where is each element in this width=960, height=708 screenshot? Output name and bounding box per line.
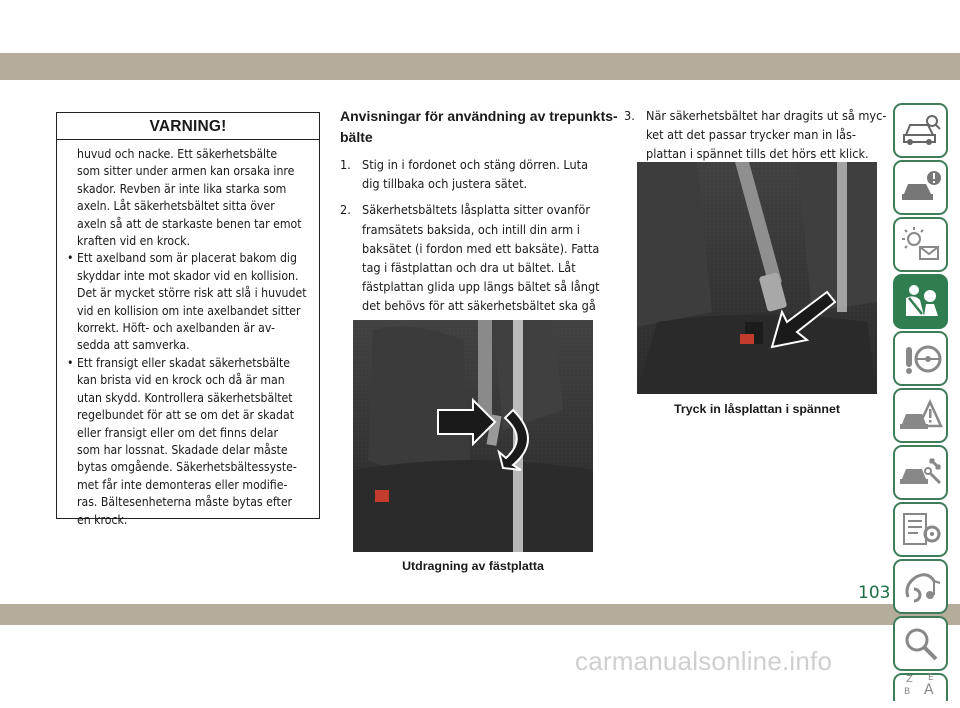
header-band [0, 53, 960, 80]
dashboard-warning-icon [900, 168, 942, 208]
step-number: 2. [340, 202, 351, 218]
watermark: carmanualsonline.info [575, 646, 833, 676]
nav-tab-safety[interactable] [893, 274, 948, 329]
warning-box [56, 112, 320, 527]
nav-tab-index[interactable] [893, 673, 948, 701]
photo-caption-insert: Tryck in låsplattan i spännet [674, 402, 840, 416]
start-drive-icon [900, 339, 942, 379]
bullet-icon: • [67, 251, 74, 266]
technical-spec-icon [900, 510, 942, 550]
warning-text-line: som sitter under armen kan orsaka inre [77, 164, 295, 179]
nav-tab-lights[interactable] [893, 217, 948, 272]
nav-tab-emergency[interactable] [893, 388, 948, 443]
step-number: 3. [624, 108, 635, 123]
warning-text-line: bytas omgående. Säkerhetsbältessyste- [77, 460, 297, 475]
service-maintenance-icon [900, 453, 942, 493]
light-message-icon [900, 225, 942, 265]
warning-text-line: met får inte demonteras eller modifie- [77, 477, 288, 492]
safety-occupant-icon [900, 282, 942, 322]
nav-tab-service[interactable] [893, 445, 948, 500]
multimedia-icon [900, 567, 942, 607]
warning-text-line: eller fransigt eller om det finns delar [77, 425, 279, 440]
emergency-icon [900, 396, 942, 436]
instructions-column [340, 106, 618, 335]
nav-tab-dashboard[interactable] [893, 160, 948, 215]
bullet-icon: • [67, 355, 74, 370]
svg-text:E: E [927, 673, 934, 683]
warning-text-line: korrekt. Höft- och axelbanden är av- [77, 321, 275, 336]
warning-text-line: huvud och nacke. Ett säkerhetsbälte [77, 147, 278, 161]
warning-bullet-line: • Ett fransigt eller skadat säkerhetsbälte [67, 355, 311, 372]
search-icon [900, 624, 942, 664]
warning-text-line: kan brista vid en krock och då är man [77, 373, 285, 388]
page-number: 103 [858, 583, 891, 603]
svg-text:A: A [923, 682, 934, 698]
car-info-icon [900, 111, 942, 151]
warning-text-line: regelbundet för att se om det är skadat [77, 408, 294, 423]
nav-tab-technical[interactable] [893, 502, 948, 557]
warning-text-line: ras. Bältesenheterna måste bytas efter [77, 495, 293, 510]
photo-insert-latch-plate [637, 162, 877, 394]
step-2: 2. Säkerhetsbältets låsplatta sitter ovanför framsätets baksida, och intill din arm i baksätet (i fordon med ett baksäte). Fatta tag i fästplattan och dra ut bältet. Låt fästplattan glida upp längs bältet så långt det behövs för att säkerhetsbältet ska gå [340, 202, 600, 314]
svg-text:B: B [903, 687, 910, 697]
step-number: 1. [340, 157, 351, 172]
section-heading: Anvisningar för användning av trepunkts- bälte [340, 108, 618, 145]
step-3: 3. När säkerhetsbältet har dragits ut så myc- ket att det passar trycker man in lås- plattan i spännet tills det hörs ett klick. [624, 108, 887, 161]
warning-text-line: axeln så att de starkaste benen tar emot [77, 216, 302, 231]
warning-text-line: en krock. [77, 512, 128, 527]
nav-tab-car-info[interactable] [893, 103, 948, 158]
photo-caption-pull-out: Utdragning av fästplatta [402, 559, 544, 573]
warning-text-line: kraften vid en krock. [77, 234, 191, 249]
warning-text-line: Det är mycket större risk att slå i huvudet [77, 286, 307, 301]
svg-text:Z: Z [905, 674, 913, 685]
photo-pull-out-latch-plate [353, 320, 593, 552]
warning-text-line: vid en kollision om inte axelbandet sitter [77, 303, 301, 318]
warning-text-line: axeln. Låt säkerhetsbältet sitta över [77, 199, 275, 214]
warning-text-line: utan skydd. Kontrollera säkerhetsbältet [77, 390, 293, 405]
steps-list [340, 155, 612, 335]
footer-band [0, 604, 960, 625]
index-icon [900, 668, 942, 708]
warning-text [57, 140, 319, 529]
warning-text-line: sedda att samverka. [77, 338, 190, 353]
warning-text-line: skador. Revben är inte lika starka som [77, 181, 287, 196]
warning-text-line: skyddar inte mot skador vid en kollision. [77, 268, 299, 283]
nav-tab-search[interactable] [893, 616, 948, 671]
warning-bullet-line: • Ett axelband som är placerat bakom dig [67, 250, 311, 267]
warning-text-line: som har lossnat. Skadade delar måste [77, 442, 288, 457]
warning-title: VARNING! [57, 113, 319, 140]
nav-tab-start-drive[interactable] [893, 331, 948, 386]
nav-tab-multimedia[interactable] [893, 559, 948, 614]
step-1: 1. Stig in i fordonet och stäng dörren. Luta dig tillbaka och justera sätet. [340, 157, 589, 192]
